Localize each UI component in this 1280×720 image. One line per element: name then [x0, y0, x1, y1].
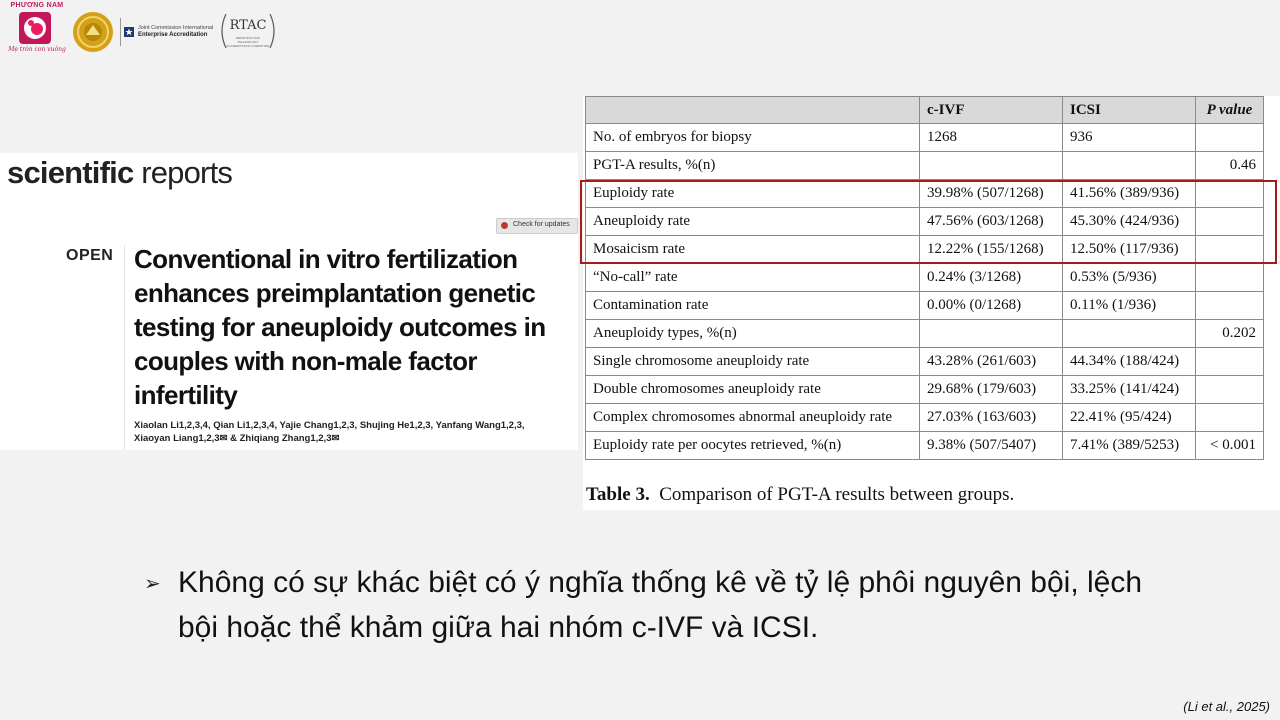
table-cell: PGT-A results, %(n)	[586, 152, 920, 180]
table-row	[586, 348, 1264, 376]
table-cell: Single chromosome aneuploidy rate	[586, 348, 920, 376]
table-cell: Complex chromosomes abnormal aneuploidy rate	[586, 404, 920, 432]
logo-bar	[0, 0, 300, 60]
table-cell	[1063, 320, 1196, 348]
table-cell	[1196, 376, 1264, 404]
table-cell	[1196, 404, 1264, 432]
table-cell: Aneuploidy types, %(n)	[586, 320, 920, 348]
table-cell: Mosaicism rate	[586, 236, 920, 264]
table-cell: 936	[1063, 124, 1196, 152]
hospital-logo	[4, 2, 66, 58]
table-cell	[1196, 124, 1264, 152]
table-cell: 29.68% (179/603)	[920, 376, 1063, 404]
table-cell	[920, 320, 1063, 348]
logo-divider	[120, 18, 121, 46]
authors-line-2: Xiaoyan Liang1,2,3✉ & Zhiqiang Zhang1,2,3✉	[134, 433, 340, 444]
table-caption-text: Comparison of PGT-A results between groups.	[659, 484, 1015, 505]
table-cell: 9.38% (507/5407)	[920, 432, 1063, 460]
table-cell: 0.46	[1196, 152, 1264, 180]
table-row	[586, 264, 1264, 292]
table-cell: 41.56% (389/936)	[1063, 180, 1196, 208]
table-cell: Aneuploidy rate	[586, 208, 920, 236]
header-cell: c-IVF	[920, 97, 1063, 124]
check-updates-label: Check for updates	[513, 221, 570, 228]
journal-name	[7, 155, 232, 191]
article-divider	[124, 245, 125, 450]
table-cell: Double chromosomes aneuploidy rate	[586, 376, 920, 404]
table-row	[586, 404, 1264, 432]
table-row	[586, 292, 1264, 320]
table-row	[586, 432, 1264, 460]
hospital-slogan: Mẹ tròn con vuông	[8, 46, 66, 53]
table-cell: 0.24% (3/1268)	[920, 264, 1063, 292]
jci-line2: Enterprise Accreditation	[138, 32, 208, 38]
bullet-arrow-icon: ➢	[144, 573, 161, 595]
table-caption	[586, 484, 1014, 506]
table-cell: 33.25% (141/424)	[1063, 376, 1196, 404]
highlight-box	[580, 180, 1277, 264]
header-cell: P value	[1196, 97, 1264, 124]
table-cell: 7.41% (389/5253)	[1063, 432, 1196, 460]
table-cell: 0.202	[1196, 320, 1264, 348]
table-cell: 0.11% (1/936)	[1063, 292, 1196, 320]
jci-star-icon	[124, 27, 134, 37]
table-cell: Contamination rate	[586, 292, 920, 320]
check-updates-icon	[501, 222, 508, 229]
header-cell: ICSI	[1063, 97, 1196, 124]
pgt-a-results-table	[585, 96, 1264, 460]
table-cell	[1063, 152, 1196, 180]
table-cell	[1196, 348, 1264, 376]
table-row	[586, 320, 1264, 348]
jci-badge	[124, 22, 220, 42]
journal-name-rest: reports	[133, 155, 233, 190]
table-cell	[1196, 264, 1264, 292]
rtac-subtitle: REPRODUCTIVE TECHNOLOGY ACCREDITATION COMMITTEE	[226, 36, 270, 48]
table-cell: 0.00% (0/1268)	[920, 292, 1063, 320]
table-cell: 27.03% (163/603)	[920, 404, 1063, 432]
table-caption-label: Table 3.	[586, 484, 650, 505]
citation: (Li et al., 2025)	[1183, 699, 1270, 714]
conclusion-text: Không có sự khác biệt có ý nghĩa thống kê về tỷ lệ phôi nguyên bội, lệch bội hoặc thể khảm giữa hai nhóm c-IVF và ICSI.	[178, 566, 1143, 644]
journal-name-bold: scientific	[7, 155, 134, 190]
table-row	[586, 152, 1264, 180]
table-cell: 12.50% (117/936)	[1063, 236, 1196, 264]
table-cell: 44.34% (188/424)	[1063, 348, 1196, 376]
table-cell: 22.41% (95/424)	[1063, 404, 1196, 432]
rtac-label: RTAC	[229, 18, 267, 33]
table-row	[586, 124, 1264, 152]
table-cell: 47.56% (603/1268)	[920, 208, 1063, 236]
gold-seal-icon	[72, 11, 114, 53]
check-updates-button[interactable]	[496, 218, 578, 234]
mother-child-icon	[19, 12, 51, 44]
authors-line-1: Xiaolan Li1,2,3,4, Qian Li1,2,3,4, Yajie Chang1,2,3, Shujing He1,2,3, Yanfang Wang1,2,3,	[134, 420, 525, 431]
article-header	[0, 153, 578, 450]
header-cell	[586, 97, 920, 124]
table-cell: Euploidy rate per oocytes retrieved, %(n)	[586, 432, 920, 460]
table-cell: 45.30% (424/936)	[1063, 208, 1196, 236]
table-cell: 39.98% (507/1268)	[920, 180, 1063, 208]
table-cell: No. of embryos for biopsy	[586, 124, 920, 152]
jci-line1: Joint Commission International	[138, 25, 214, 31]
article-title: Conventional in vitro fertilization enhances preimplantation genetic testing for aneuploidy outcomes in couples with non-male factor infertility	[134, 244, 546, 410]
article-authors	[134, 419, 574, 445]
table-cell: 0.53% (5/936)	[1063, 264, 1196, 292]
table-cell: 43.28% (261/603)	[920, 348, 1063, 376]
table-header-row	[586, 97, 1264, 124]
table-cell	[1196, 292, 1264, 320]
hospital-name: PHƯƠNG NAM	[10, 2, 64, 9]
table-cell: 1268	[920, 124, 1063, 152]
table-cell	[920, 152, 1063, 180]
table-cell: < 0.001	[1196, 432, 1264, 460]
rtac-logo	[216, 10, 280, 52]
table-cell: “No-call” rate	[586, 264, 920, 292]
results-table-panel	[583, 96, 1280, 510]
table-cell: 12.22% (155/1268)	[920, 236, 1063, 264]
table-cell: Euploidy rate	[586, 180, 920, 208]
open-access-label: OPEN	[66, 247, 114, 264]
table-row	[586, 376, 1264, 404]
